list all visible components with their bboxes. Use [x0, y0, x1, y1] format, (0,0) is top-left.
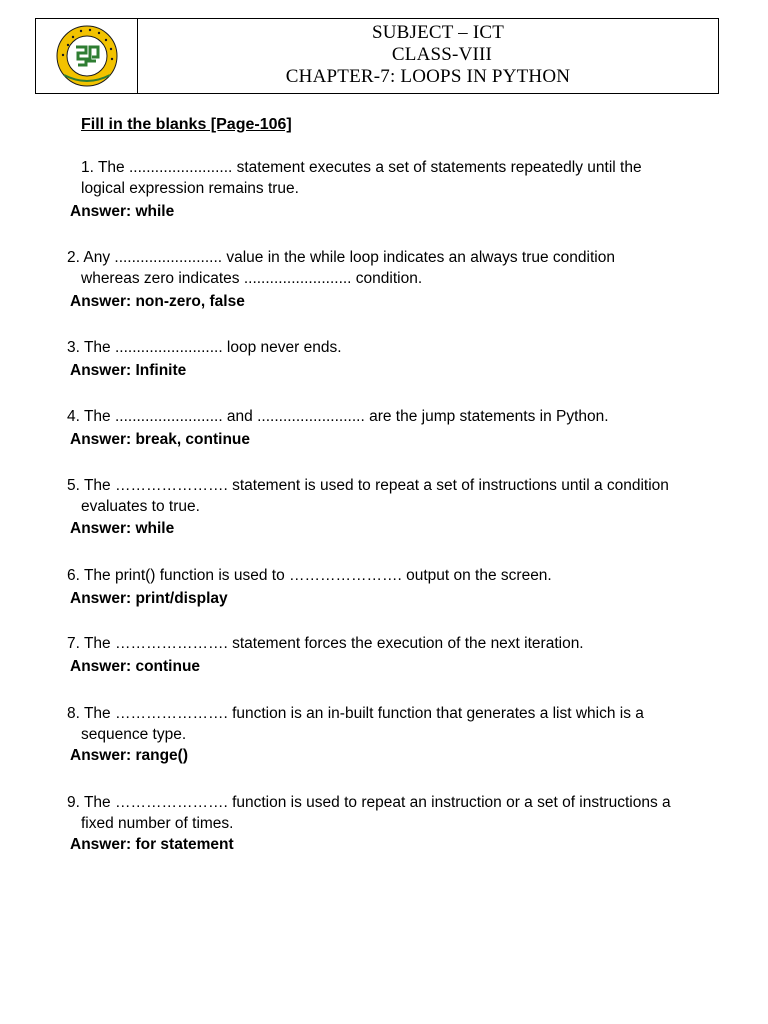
answer-7: Answer: continue [70, 658, 201, 675]
question-text: 5. The …………………. statement is used to repeat a set of instructions until a condition [67, 477, 669, 494]
answer-5: Answer: while [70, 520, 175, 537]
question-5 [67, 475, 669, 517]
answer-9: Answer: for statement [70, 836, 234, 853]
question-1 [81, 157, 642, 199]
question-text: 9. The …………………. function is used to repeat an instruction or a set of instructions a [67, 794, 671, 811]
answer-8: Answer: range() [70, 747, 188, 764]
answer-6: Answer: print/display [70, 590, 228, 607]
question-2 [67, 247, 615, 289]
class-title: CLASS-VIII [391, 44, 493, 65]
question-text: 1. The ........................ statement executes a set of statements repeatedly until the [81, 159, 642, 176]
question-3 [67, 337, 342, 358]
question-text-cont: whereas zero indicates ......................... condition. [81, 270, 423, 287]
question-text: 6. The print() function is used to …………………. output on the screen. [67, 567, 552, 584]
section-heading: Fill in the blanks [Page-106] [81, 116, 292, 133]
question-text: 3. The ......................... loop never ends. [67, 339, 342, 356]
question-6 [67, 565, 552, 586]
question-text: 2. Any ......................... value in the while loop indicates an always true condition [67, 249, 615, 266]
school-logo-cell [36, 19, 138, 93]
question-8 [67, 703, 644, 745]
question-text-cont: evaluates to true. [81, 498, 200, 515]
answer-2: Answer: non-zero, false [70, 293, 245, 310]
question-text: 4. The ......................... and ......................... are the jump statements in Python. [67, 408, 609, 425]
question-9 [67, 792, 671, 834]
question-text: 7. The …………………. statement forces the execution of the next iteration. [67, 635, 584, 652]
question-7 [67, 633, 584, 654]
chapter-title: CHAPTER-7: LOOPS IN PYTHON [285, 66, 571, 87]
subject-title: SUBJECT – ICT [371, 22, 505, 43]
question-text-cont: fixed number of times. [81, 815, 234, 832]
answer-3: Answer: Infinite [70, 362, 187, 379]
answer-4: Answer: break, continue [70, 431, 251, 448]
answer-1: Answer: while [70, 203, 175, 220]
question-text-cont: logical expression remains true. [81, 180, 299, 197]
school-logo [54, 23, 120, 89]
question-4 [67, 406, 609, 427]
question-text: 8. The …………………. function is an in-built function that generates a list which is a [67, 705, 644, 722]
document-header [35, 18, 719, 94]
title-block [138, 19, 718, 93]
question-text-cont: sequence type. [81, 726, 187, 743]
